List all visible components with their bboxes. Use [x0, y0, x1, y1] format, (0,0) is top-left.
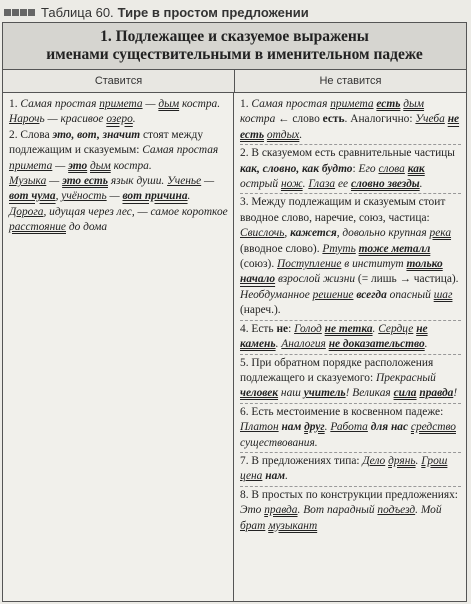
subject-text: Глаза — [308, 178, 336, 191]
text: Великая — [352, 387, 394, 400]
text: 3. Между подлежащим и сказуемым стоит вводное слово, наречие, союз, частица: — [240, 196, 446, 224]
text: Мой — [420, 504, 442, 517]
subject-text: учёность — [61, 190, 107, 203]
subject-text: примета — [330, 98, 374, 110]
text: . — [302, 178, 309, 191]
text: ее — [335, 178, 351, 191]
subject-text: брат — [240, 519, 266, 532]
subject-text: Музыка — [9, 175, 47, 188]
right-item-8 — [240, 488, 461, 534]
text: , — [55, 190, 62, 203]
subject-text: Дорога — [9, 205, 44, 218]
predicate-text: друг — [304, 421, 325, 434]
subject-text: учитель — [303, 387, 346, 400]
text: костра. — [179, 98, 221, 110]
right-item-4 — [240, 322, 461, 353]
text: Аналогично: — [347, 113, 416, 126]
text: в институт — [341, 258, 407, 271]
text: 1. — [240, 98, 252, 110]
text: . — [324, 421, 331, 434]
text: Необдуманное — [240, 288, 313, 301]
key-words: есть — [322, 113, 345, 126]
subject-text: примета — [99, 98, 143, 110]
text: — — [142, 98, 159, 110]
text: ! — [345, 387, 353, 400]
text: острый — [240, 178, 281, 191]
text: — — [52, 159, 69, 172]
text: . — [275, 338, 282, 351]
predicate-text: нож — [280, 178, 303, 191]
predicate-text: средство — [410, 421, 456, 434]
text: — — [46, 175, 63, 188]
predicate-text: это — [68, 159, 88, 172]
divider — [240, 452, 461, 453]
text: 2. Слова — [9, 128, 53, 141]
predicate-text: не доказательство — [328, 338, 425, 351]
predicate-text: музыкант — [268, 519, 318, 532]
text: 4. Есть — [240, 322, 277, 335]
text: костра — [240, 113, 276, 126]
subject-text: Голод — [294, 322, 322, 335]
text: Самая простая — [142, 144, 219, 157]
key-words: это, вот, значит — [52, 128, 141, 141]
predicate-text: правда — [264, 504, 298, 517]
predicate-text: Грош — [421, 454, 448, 467]
key-words: не — [276, 322, 289, 335]
left-item-1 — [9, 97, 228, 128]
right-item-6 — [240, 405, 461, 451]
predicate-text: отдых — [266, 128, 300, 141]
text: Самая простая — [251, 98, 331, 110]
predicate-text: дым — [403, 98, 425, 110]
text: ← слово — [275, 113, 323, 126]
key-words: всегда — [356, 288, 387, 301]
predicate-text: тоже металл — [358, 242, 431, 255]
predicate-text: не есть — [240, 113, 460, 141]
text: язык души. — [107, 175, 168, 188]
left-item-2 — [9, 128, 228, 174]
key-words: как, словно, как будто — [240, 162, 353, 175]
text: до дома — [65, 221, 108, 234]
text: Вот парадный — [303, 504, 378, 517]
divider — [240, 193, 461, 194]
key-words: нам — [281, 421, 302, 434]
text: существования. — [240, 436, 318, 449]
text: (вводное слово). — [240, 242, 323, 255]
key-words: для нас — [370, 421, 409, 434]
subject-text: Аналогия — [281, 338, 326, 351]
predicate-text: вот причина — [122, 190, 188, 203]
text: . — [415, 504, 421, 517]
table-body — [3, 93, 466, 601]
text: опасный — [386, 288, 434, 301]
text: . — [299, 128, 303, 141]
subject-text: цена — [240, 470, 263, 483]
text: (союз). — [240, 258, 278, 271]
predicate-text: дым — [158, 98, 180, 110]
right-item-5 — [240, 356, 461, 402]
text: ! — [453, 387, 458, 400]
column-headers — [3, 70, 466, 93]
text: . — [285, 470, 288, 483]
text: , идущая через лес, — самое короткое — [43, 205, 228, 218]
subject-text: Учеба — [415, 113, 445, 126]
predicate-text: как — [407, 162, 425, 175]
predicate-text: сила — [393, 387, 417, 400]
text: . — [424, 338, 428, 351]
text: Его — [358, 162, 379, 175]
text: 1. — [9, 98, 21, 110]
text: 2. В сказуемом есть сравнительные частицы — [240, 147, 455, 160]
text: . — [415, 454, 422, 467]
key-words: кажется — [290, 227, 337, 240]
column-dash-not-used — [234, 93, 466, 601]
text: . — [344, 113, 348, 126]
text: костра. — [110, 159, 152, 172]
predicate-text: это есть — [62, 175, 108, 188]
text: ь — красивое — [39, 113, 107, 126]
text: (нареч.). — [240, 304, 281, 317]
predicate-text: вот чума — [9, 190, 56, 203]
column-header-right: Не ставится — [319, 75, 382, 87]
subject-text: Сердце — [378, 322, 414, 335]
subject-text: Нароч — [9, 113, 40, 126]
table-number: Таблица 60. — [41, 4, 114, 20]
divider — [240, 144, 461, 145]
text: 8. В простых по конструкции предложениях: — [240, 488, 458, 501]
text: 5. При обратном порядке расположения подлежащего и сказуемого: — [240, 356, 434, 384]
left-item-3 — [9, 174, 228, 205]
text: . — [132, 113, 136, 126]
predicate-text: озеро — [106, 113, 133, 126]
table-heading — [3, 23, 466, 70]
text: наш — [278, 387, 304, 400]
subject-text: Свислочь — [240, 227, 285, 240]
text: Прекрасный — [375, 371, 436, 384]
text: стоят между подлежащим и сказуемым: — [9, 128, 204, 157]
predicate-text: расстояние — [9, 221, 66, 234]
predicate-text: не камень — [240, 322, 428, 351]
column-dash-used — [3, 93, 234, 601]
text: : — [352, 162, 359, 175]
right-item-2 — [240, 146, 461, 192]
heading-line-1: 1. Подлежащее и сказуемое выражены — [100, 28, 369, 45]
text: Это — [240, 504, 265, 517]
subject-text: Платон — [240, 421, 279, 434]
table-caption — [4, 3, 309, 21]
key-words: нам — [265, 470, 286, 483]
divider — [240, 486, 461, 487]
text: . — [419, 178, 423, 191]
text: 7. В предложениях типа: — [240, 454, 363, 467]
predicate-text: дрянь — [388, 454, 416, 467]
right-item-7 — [240, 454, 461, 485]
text: . — [372, 322, 379, 335]
subject-text: Ртуть — [322, 242, 356, 255]
column-header-left: Ставится — [3, 70, 235, 92]
text: — — [201, 175, 215, 188]
heading-line-2: именами существительными в именительном падеже — [46, 46, 423, 63]
subject-text: Дело — [362, 454, 386, 467]
divider — [240, 320, 461, 321]
subject-text: слова — [378, 162, 405, 175]
text: — — [106, 190, 123, 203]
table-title: Тире в простом предложении — [117, 4, 309, 20]
predicate-text: не тетка — [324, 322, 373, 335]
subject-text: примета — [9, 159, 53, 172]
text: : — [288, 322, 295, 335]
text: . — [187, 190, 191, 203]
predicate-text: река — [429, 227, 452, 240]
subject-text: Ученье — [167, 175, 202, 188]
predicate-text: человек — [240, 387, 279, 400]
right-item-3 — [240, 195, 461, 318]
predicate-text: дым — [90, 159, 111, 172]
text: . — [297, 504, 304, 517]
text: Самая простая — [20, 98, 100, 110]
subject-text: Работа — [330, 421, 368, 434]
predicate-text: только начало — [240, 258, 443, 286]
rule-table — [2, 22, 467, 602]
right-item-1 — [240, 97, 461, 143]
squares-icon — [4, 9, 35, 16]
text: взрослой жизни — [275, 273, 356, 286]
left-item-4 — [9, 205, 228, 236]
predicate-text: словно звезды — [350, 178, 420, 191]
text: , довольно крупная — [336, 227, 430, 240]
subject-text: подъезд — [377, 504, 416, 517]
divider — [240, 403, 461, 404]
predicate-text: шаг — [433, 288, 453, 301]
subject-text: решение — [312, 288, 354, 301]
subject-text: правда — [419, 387, 454, 400]
predicate-text: есть — [376, 98, 401, 110]
divider — [240, 354, 461, 355]
subject-text: Поступление — [277, 258, 342, 271]
text: 6. Есть местоимение в косвенном падеже: — [240, 405, 444, 418]
text: , — [284, 227, 291, 240]
text: (= лишь → частица). — [355, 273, 459, 286]
